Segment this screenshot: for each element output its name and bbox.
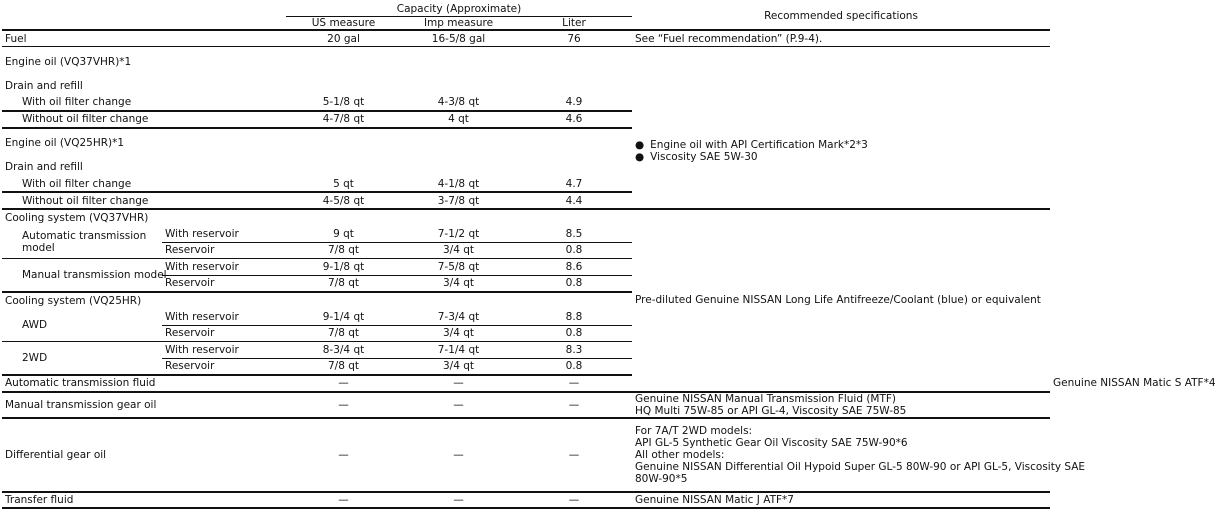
engine-vq37-drain-row	[2, 71, 1050, 95]
cool-vq25-awd-with-imp: 7-3/4 qt	[401, 309, 516, 326]
engine-vq37-with-liter: 4.9	[516, 95, 632, 112]
engine-spec-line-2: ● Viscosity SAE 5W-30	[635, 151, 758, 164]
cool-vq25-awd-with-label: With reservoir	[162, 309, 286, 326]
cool-vq37-auto-with-imp: 7-1/2 qt	[401, 226, 516, 243]
mtf-row	[2, 392, 1050, 418]
cool-vq37-man-res-liter: 0.8	[565, 277, 583, 290]
cool-vq25-2wd-res-imp: 3/4 qt	[442, 360, 475, 373]
cool-vq37-man-res-us: 7/8 qt	[327, 277, 360, 290]
diff-label: Differential gear oil	[5, 448, 107, 461]
cool-vq37-auto-with-label: With reservoir	[162, 226, 286, 243]
cool-vq25-awd-label: AWD	[2, 309, 162, 342]
bullet-icon: ●	[635, 139, 645, 152]
cool-vq37-manual-label: Manual transmission model	[22, 269, 167, 282]
cool-vq37-man-with-imp: 7-5/8 qt	[401, 259, 516, 276]
atf-label: Automatic transmission fluid	[5, 377, 156, 390]
engine-vq25-with-imp: 4-1/8 qt	[401, 176, 516, 193]
mtf-liter: —	[568, 398, 580, 411]
fuel-row	[2, 30, 1050, 47]
engine-vq37-label: Engine oil (VQ37VHR)*1	[5, 55, 132, 68]
atf-us: —	[338, 377, 349, 390]
atf-row: Automatic transmission fluid — — — Genuine NISSAN Matic S ATF*4	[2, 375, 1050, 392]
coolant-spec: Pre-diluted Genuine NISSAN Long Life Antifreeze/Coolant (blue) or equivalent	[632, 209, 1050, 392]
engine-vq25-without-imp: 3-7/8 qt	[437, 194, 480, 207]
engine-vq37-title-row	[2, 47, 1050, 71]
bullet-icon: ●	[635, 151, 645, 164]
cool-vq37-title-row	[2, 209, 1050, 226]
diff-us: —	[338, 448, 349, 461]
engine-vq37-without-us: 4-7/8 qt	[322, 113, 365, 126]
cool-vq25-awd-with-us: 9-1/4 qt	[286, 309, 401, 326]
cool-vq37-auto-res-label: Reservoir	[162, 242, 286, 259]
engine-oil-spec	[632, 95, 1050, 209]
engine-vq37-without-label: Without oil filter change	[22, 113, 149, 126]
cool-vq25-2wd-label: 2WD	[22, 352, 48, 365]
cool-vq25-awd-res-liter: 0.8	[516, 325, 632, 342]
engine-vq25-with-us: 5 qt	[286, 176, 401, 193]
fuel-imp: 16-5/8 gal	[431, 32, 486, 45]
transfer-imp: —	[453, 493, 464, 506]
cool-vq25-2wd-res-label: Reservoir	[165, 360, 215, 373]
atf-imp: —	[453, 377, 464, 390]
transfer-liter: —	[568, 493, 580, 506]
cool-vq37-man-with-label: With reservoir	[162, 259, 286, 276]
mtf-label: Manual transmission gear oil	[5, 398, 157, 411]
engine-vq37-with-row	[2, 95, 1050, 112]
fuel-liter: 76	[567, 32, 581, 45]
cool-vq37-label: Cooling system (VQ37VHR)	[5, 211, 149, 224]
diff-liter: —	[568, 448, 580, 461]
engine-vq25-label: Engine oil (VQ25HR)*1	[5, 136, 125, 149]
engine-vq37-drain: Drain and refill	[5, 79, 83, 92]
cool-vq37-man-with-liter: 8.6	[516, 259, 632, 276]
engine-vq37-with-imp: 4-3/8 qt	[401, 95, 516, 112]
engine-vq25-with-liter: 4.7	[516, 176, 632, 193]
fuel-us: 20 gal	[327, 32, 360, 45]
cool-vq25-2wd-with-imp: 7-1/4 qt	[401, 342, 516, 359]
cool-vq37-man-res-label: Reservoir	[165, 277, 215, 290]
engine-vq25-drain: Drain and refill	[5, 160, 83, 173]
header-row-1	[2, 2, 1050, 16]
diff-row	[2, 418, 1050, 492]
fuel-spec: See “Fuel recommendation” (P.9-4).	[635, 32, 823, 45]
engine-vq25-without-us: 4-5/8 qt	[322, 194, 365, 207]
engine-vq25-with-label: With oil filter change	[2, 176, 286, 193]
cool-vq25-2wd-with-liter: 8.3	[516, 342, 632, 359]
mtf-imp: —	[453, 398, 464, 411]
cool-vq25-2wd-res-liter: 0.8	[565, 360, 583, 373]
cool-vq37-man-res-imp: 3/4 qt	[442, 277, 475, 290]
engine-vq37-with-us: 5-1/8 qt	[286, 95, 401, 112]
mtf-spec: Genuine NISSAN Manual Transmission Fluid (MTF) HQ Multi 75W-85 or API GL-4, Viscosity SAE 75W-85	[635, 392, 907, 417]
cool-vq25-awd-with-liter: 8.8	[516, 309, 632, 326]
cool-vq25-2wd-with-us: 8-3/4 qt	[286, 342, 401, 359]
cool-vq37-auto-label: Automatic transmission model	[2, 226, 162, 259]
engine-vq25-without-label: Without oil filter change	[22, 194, 149, 207]
mtf-us: —	[338, 398, 349, 411]
liter-header: Liter	[562, 16, 586, 29]
capacity-header: Capacity (Approximate)	[286, 2, 632, 16]
cool-vq37-auto-with-liter: 8.5	[516, 226, 632, 243]
engine-vq37-with-label: With oil filter change	[2, 95, 286, 112]
cool-vq25-2wd-with-label: With reservoir	[162, 342, 286, 359]
cool-vq25-label: Cooling system (VQ25HR)	[5, 294, 142, 307]
engine-vq37-without-liter: 4.6	[565, 113, 583, 126]
spec-header: Recommended specifications	[764, 9, 918, 22]
cool-vq25-awd-res-imp: 3/4 qt	[401, 325, 516, 342]
diff-imp: —	[453, 448, 464, 461]
engine-spec-line-1: ● Engine oil with API Certification Mark*2*3	[635, 139, 868, 152]
cool-vq37-auto-res-liter: 0.8	[516, 242, 632, 259]
transfer-label: Transfer fluid	[5, 493, 74, 506]
cool-vq25-awd-res-us: 7/8 qt	[286, 325, 401, 342]
atf-liter: —	[568, 377, 580, 390]
cool-vq37-auto-res-us: 7/8 qt	[286, 242, 401, 259]
engine-vq25-without-liter: 4.4	[565, 194, 583, 207]
transfer-us: —	[338, 493, 349, 506]
transfer-row	[2, 492, 1050, 509]
capacities-table	[2, 2, 1216, 509]
transfer-spec: Genuine NISSAN Matic J ATF*7	[635, 493, 794, 506]
fuel-label: Fuel	[5, 32, 27, 45]
cool-vq25-awd-res-label: Reservoir	[162, 325, 286, 342]
cool-vq37-auto-res-imp: 3/4 qt	[401, 242, 516, 259]
cool-vq37-man-with-us: 9-1/8 qt	[286, 259, 401, 276]
cool-vq25-2wd-res-us: 7/8 qt	[327, 360, 360, 373]
engine-vq37-without-imp: 4 qt	[448, 113, 469, 126]
us-header: US measure	[311, 16, 376, 29]
cool-vq37-auto-with-us: 9 qt	[286, 226, 401, 243]
diff-spec: For 7A/T 2WD models: API GL-5 Synthetic Gear Oil Viscosity SAE 75W-90*6 All other models: Genuine NISSAN Differential Oil Hypoid Super GL-5 80W-90 or API GL-5, Viscosity SAE 80W-90*5	[635, 424, 1086, 485]
imp-header: Imp measure	[423, 16, 494, 29]
